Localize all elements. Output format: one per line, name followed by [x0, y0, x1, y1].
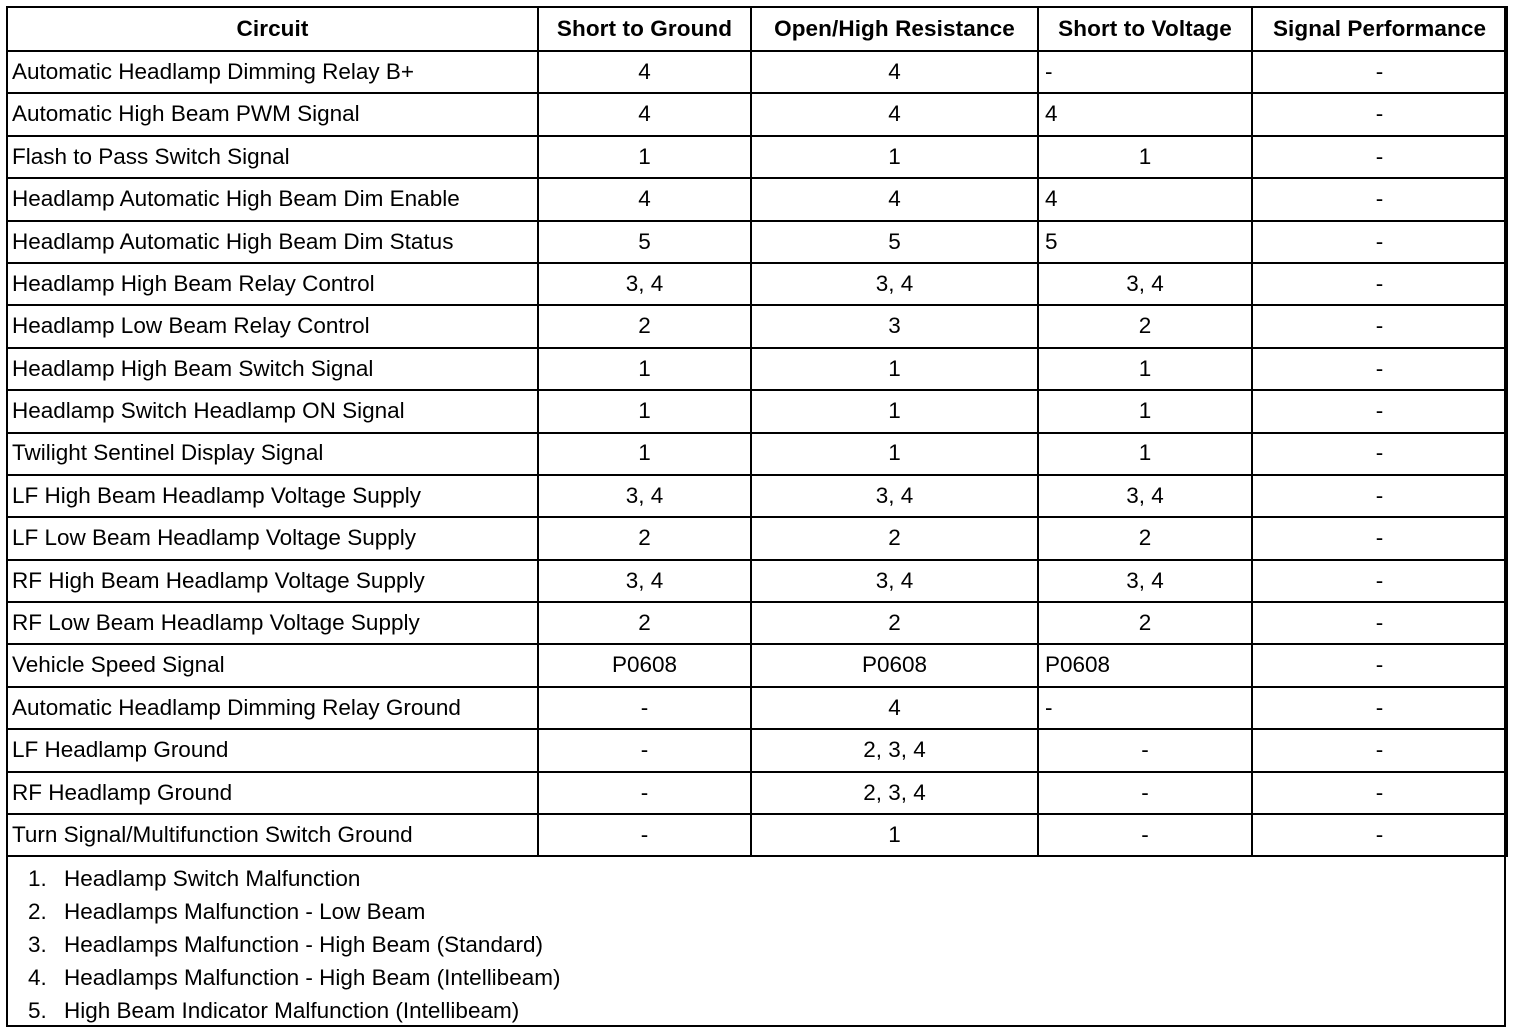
- short-to-ground-cell: 4: [538, 51, 751, 93]
- note-text: Headlamps Malfunction - Low Beam: [64, 899, 426, 925]
- table-row: [7, 390, 1507, 432]
- open-high-resistance-cell: 2: [751, 517, 1038, 559]
- short-to-ground-cell: 1: [538, 390, 751, 432]
- signal-performance-cell: -: [1252, 814, 1507, 856]
- short-to-voltage-cell: 4: [1038, 178, 1252, 220]
- short-to-voltage-cell: 5: [1038, 221, 1252, 263]
- short-to-voltage-cell: 2: [1038, 602, 1252, 644]
- table-row: [7, 602, 1507, 644]
- note-number: 4.: [28, 964, 47, 990]
- table-row: [7, 348, 1507, 390]
- open-high-resistance-cell: 2, 3, 4: [751, 772, 1038, 814]
- table-row: [7, 517, 1507, 559]
- open-high-resistance-cell: 3, 4: [751, 263, 1038, 305]
- circuit-cell: LF Low Beam Headlamp Voltage Supply: [7, 517, 538, 559]
- signal-performance-cell: -: [1252, 305, 1507, 347]
- note-text: High Beam Indicator Malfunction (Intellibeam): [64, 997, 520, 1023]
- signal-performance-cell: -: [1252, 687, 1507, 729]
- open-high-resistance-cell: 1: [751, 433, 1038, 475]
- circuit-cell: Automatic High Beam PWM Signal: [7, 93, 538, 135]
- short-to-ground-cell: 1: [538, 136, 751, 178]
- signal-performance-cell: -: [1252, 772, 1507, 814]
- short-to-voltage-cell: -: [1038, 687, 1252, 729]
- header-short-to-voltage: Short to Voltage: [1038, 7, 1252, 51]
- short-to-ground-cell: 2: [538, 517, 751, 559]
- diagnostic-table-frame: [6, 6, 1506, 1027]
- signal-performance-cell: -: [1252, 560, 1507, 602]
- open-high-resistance-cell: 3, 4: [751, 475, 1038, 517]
- short-to-ground-cell: 2: [538, 602, 751, 644]
- signal-performance-cell: -: [1252, 221, 1507, 263]
- signal-performance-cell: -: [1252, 644, 1507, 686]
- note-number: 2.: [28, 899, 47, 925]
- table-row: [7, 305, 1507, 347]
- short-to-voltage-cell: 2: [1038, 517, 1252, 559]
- open-high-resistance-cell: 4: [751, 93, 1038, 135]
- table-row: [7, 772, 1507, 814]
- short-to-ground-cell: 1: [538, 348, 751, 390]
- short-to-ground-cell: -: [538, 729, 751, 771]
- note-item: [28, 929, 1504, 962]
- table-row: [7, 51, 1507, 93]
- note-text: Headlamps Malfunction - High Beam (Intellibeam): [64, 964, 561, 990]
- short-to-voltage-cell: 3, 4: [1038, 263, 1252, 305]
- open-high-resistance-cell: 3, 4: [751, 560, 1038, 602]
- short-to-voltage-cell: -: [1038, 729, 1252, 771]
- note-text: Headlamps Malfunction - High Beam (Standard): [64, 932, 543, 958]
- table-row: [7, 263, 1507, 305]
- note-number: 5.: [28, 997, 47, 1023]
- open-high-resistance-cell: 1: [751, 390, 1038, 432]
- open-high-resistance-cell: 4: [751, 687, 1038, 729]
- short-to-voltage-cell: 1: [1038, 348, 1252, 390]
- short-to-voltage-cell: 2: [1038, 305, 1252, 347]
- table-row: [7, 814, 1507, 856]
- note-item: [28, 962, 1504, 995]
- circuit-cell: Headlamp High Beam Relay Control: [7, 263, 538, 305]
- table-row: [7, 560, 1507, 602]
- short-to-ground-cell: 4: [538, 178, 751, 220]
- table-row: [7, 644, 1507, 686]
- signal-performance-cell: -: [1252, 263, 1507, 305]
- circuit-cell: LF Headlamp Ground: [7, 729, 538, 771]
- signal-performance-cell: -: [1252, 433, 1507, 475]
- short-to-ground-cell: 3, 4: [538, 263, 751, 305]
- table-row: [7, 687, 1507, 729]
- short-to-voltage-cell: 1: [1038, 390, 1252, 432]
- circuit-cell: Headlamp Switch Headlamp ON Signal: [7, 390, 538, 432]
- short-to-voltage-cell: P0608: [1038, 644, 1252, 686]
- table-body: [7, 51, 1507, 856]
- circuit-cell: Twilight Sentinel Display Signal: [7, 433, 538, 475]
- open-high-resistance-cell: 1: [751, 814, 1038, 856]
- short-to-voltage-cell: 3, 4: [1038, 560, 1252, 602]
- header-open-high-resistance: Open/High Resistance: [751, 7, 1038, 51]
- table-header-row: [7, 7, 1507, 51]
- note-number: 3.: [28, 932, 47, 958]
- circuit-cell: LF High Beam Headlamp Voltage Supply: [7, 475, 538, 517]
- table-row: [7, 475, 1507, 517]
- short-to-ground-cell: 4: [538, 93, 751, 135]
- header-short-to-ground: Short to Ground: [538, 7, 751, 51]
- circuit-cell: Headlamp High Beam Switch Signal: [7, 348, 538, 390]
- short-to-voltage-cell: 1: [1038, 433, 1252, 475]
- signal-performance-cell: -: [1252, 136, 1507, 178]
- circuit-cell: RF High Beam Headlamp Voltage Supply: [7, 560, 538, 602]
- header-circuit: Circuit: [7, 7, 538, 51]
- table-row: [7, 433, 1507, 475]
- circuit-cell: Vehicle Speed Signal: [7, 644, 538, 686]
- circuit-cell: Headlamp Low Beam Relay Control: [7, 305, 538, 347]
- circuit-cell: Headlamp Automatic High Beam Dim Status: [7, 221, 538, 263]
- open-high-resistance-cell: 2, 3, 4: [751, 729, 1038, 771]
- short-to-ground-cell: 3, 4: [538, 475, 751, 517]
- note-item: [28, 896, 1504, 929]
- short-to-voltage-cell: 3, 4: [1038, 475, 1252, 517]
- short-to-voltage-cell: -: [1038, 51, 1252, 93]
- short-to-voltage-cell: 4: [1038, 93, 1252, 135]
- table-row: [7, 136, 1507, 178]
- signal-performance-cell: -: [1252, 475, 1507, 517]
- circuit-cell: Automatic Headlamp Dimming Relay B+: [7, 51, 538, 93]
- signal-performance-cell: -: [1252, 517, 1507, 559]
- short-to-ground-cell: 3, 4: [538, 560, 751, 602]
- table-row: [7, 221, 1507, 263]
- short-to-voltage-cell: 1: [1038, 136, 1252, 178]
- note-number: 1.: [28, 866, 47, 892]
- signal-performance-cell: -: [1252, 602, 1507, 644]
- note-item: [28, 995, 1504, 1028]
- open-high-resistance-cell: 4: [751, 178, 1038, 220]
- short-to-ground-cell: 1: [538, 433, 751, 475]
- notes-list: [8, 857, 1504, 1027]
- note-text: Headlamp Switch Malfunction: [64, 866, 361, 892]
- table-row: [7, 729, 1507, 771]
- short-to-ground-cell: -: [538, 687, 751, 729]
- circuit-cell: Turn Signal/Multifunction Switch Ground: [7, 814, 538, 856]
- open-high-resistance-cell: 3: [751, 305, 1038, 347]
- open-high-resistance-cell: P0608: [751, 644, 1038, 686]
- table-row: [7, 93, 1507, 135]
- circuit-diagnostic-table: [6, 6, 1508, 857]
- signal-performance-cell: -: [1252, 93, 1507, 135]
- short-to-ground-cell: 2: [538, 305, 751, 347]
- open-high-resistance-cell: 5: [751, 221, 1038, 263]
- open-high-resistance-cell: 4: [751, 51, 1038, 93]
- signal-performance-cell: -: [1252, 178, 1507, 220]
- header-signal-performance: Signal Performance: [1252, 7, 1507, 51]
- circuit-cell: RF Headlamp Ground: [7, 772, 538, 814]
- short-to-voltage-cell: -: [1038, 772, 1252, 814]
- open-high-resistance-cell: 2: [751, 602, 1038, 644]
- signal-performance-cell: -: [1252, 348, 1507, 390]
- signal-performance-cell: -: [1252, 51, 1507, 93]
- short-to-ground-cell: P0608: [538, 644, 751, 686]
- short-to-ground-cell: -: [538, 814, 751, 856]
- circuit-cell: Headlamp Automatic High Beam Dim Enable: [7, 178, 538, 220]
- table-row: [7, 178, 1507, 220]
- short-to-voltage-cell: -: [1038, 814, 1252, 856]
- circuit-cell: Automatic Headlamp Dimming Relay Ground: [7, 687, 538, 729]
- note-item: [28, 863, 1504, 896]
- signal-performance-cell: -: [1252, 390, 1507, 432]
- open-high-resistance-cell: 1: [751, 136, 1038, 178]
- short-to-ground-cell: -: [538, 772, 751, 814]
- circuit-cell: Flash to Pass Switch Signal: [7, 136, 538, 178]
- circuit-cell: RF Low Beam Headlamp Voltage Supply: [7, 602, 538, 644]
- signal-performance-cell: -: [1252, 729, 1507, 771]
- short-to-ground-cell: 5: [538, 221, 751, 263]
- open-high-resistance-cell: 1: [751, 348, 1038, 390]
